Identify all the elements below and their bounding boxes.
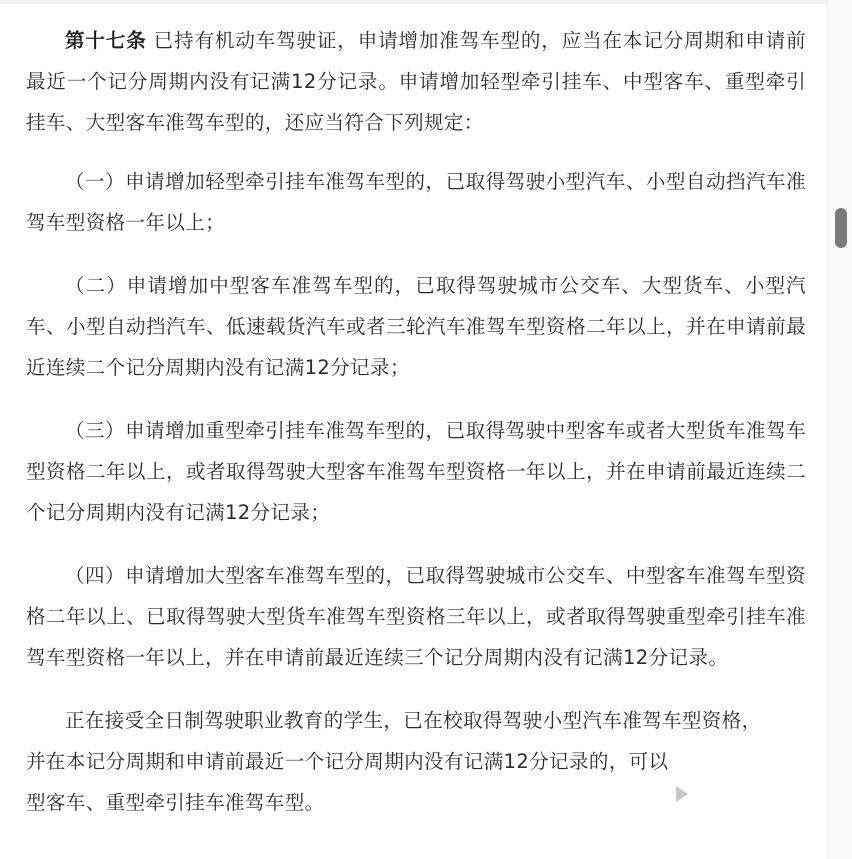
closing-line-3: 型客车、重型牵引挂车准驾车型。	[26, 791, 325, 814]
closing-line-1: 正在接受全日制驾驶职业教育的学生，已在校取得驾驶小型汽车准驾车型资格，	[65, 709, 762, 732]
closing-line-2: 并在本记分周期和申请前最近一个记分周期内没有记满12分记录的，可以	[26, 750, 669, 773]
article-intro-paragraph	[26, 20, 806, 143]
list-item: （二）申请增加中型客车准驾车型的，已取得驾驶城市公交车、大型货车、小型汽车、小型自动挡汽车、低速载货汽车或者三轮汽车准驾车型资格二年以上，并在申请前最近连续二个记分周期内没有记满12分记录；	[26, 274, 806, 379]
list-item: （四）申请增加大型客车准驾车型的，已取得驾驶城市公交车、中型客车准驾车型资格二年以上、已取得驾驶大型货车准驾车型资格三年以上，或者取得驾驶重型牵引挂车准驾车型资格一年以上，并在申请前最近连续三个记分周期内没有记满12分记录。	[26, 564, 806, 669]
list-item: （三）申请增加重型牵引挂车准驾车型的，已取得驾驶中型客车或者大型货车准驾车型资格二年以上，或者取得驾驶大型客车准驾车型资格一年以上，并在申请前最近连续二个记分周期内没有记满12分记录；	[26, 419, 806, 524]
top-edge	[0, 0, 828, 4]
cursor-arrow-icon	[676, 786, 688, 802]
article-intro-text: 已持有机动车驾驶证，申请增加准驾车型的，应当在本记分周期和申请前最近一个记分周期内没有记满12分记录。申请增加轻型牵引挂车、中型客车、重型牵引挂车、大型客车准驾车型的，还应当符合下列规定：	[26, 29, 806, 134]
closing-paragraph	[26, 700, 806, 823]
vertical-scrollbar[interactable]	[827, 0, 852, 859]
article-heading: 第十七条	[65, 29, 147, 52]
list-item: （一）申请增加轻型牵引挂车准驾车型的，已取得驾驶小型汽车、小型自动挡汽车准驾车型资格一年以上；	[26, 170, 806, 234]
scrollbar-thumb[interactable]	[835, 208, 847, 248]
article-body	[26, 20, 806, 845]
